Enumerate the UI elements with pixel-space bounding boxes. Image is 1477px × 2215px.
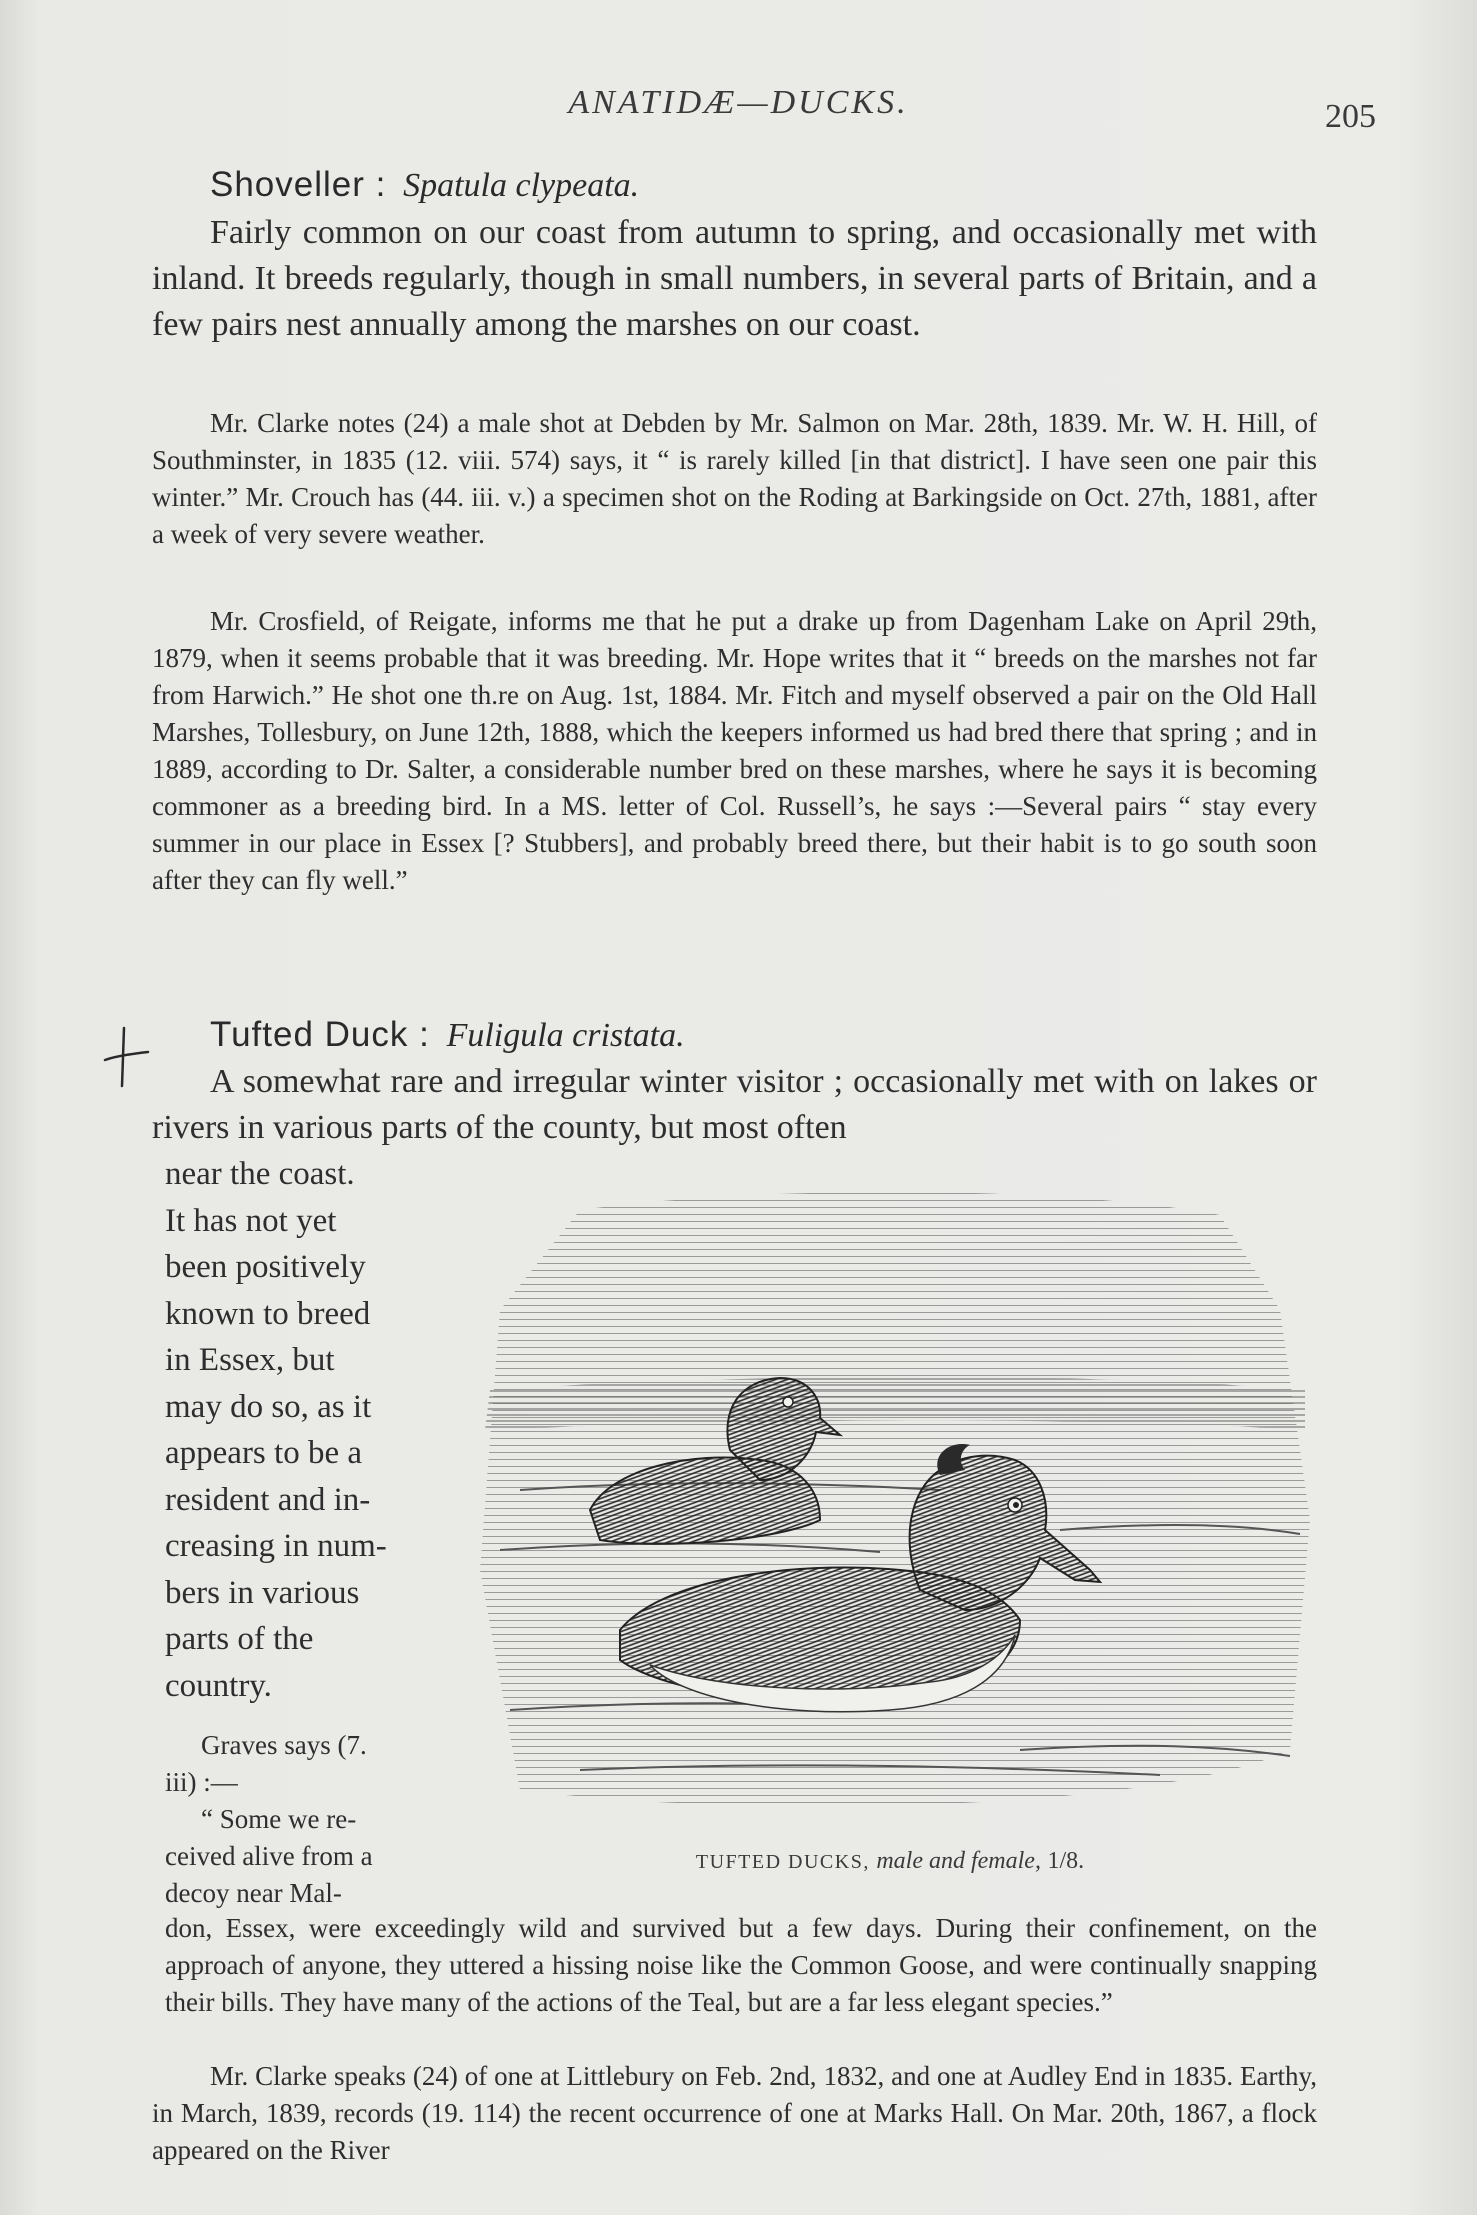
tufted-duck-heading [210, 1015, 685, 1055]
tufted-duck-latin-name: Fuligula cristata. [446, 1017, 685, 1054]
side-text-line: appears to be a [165, 1435, 362, 1471]
caption-title: TUFTED DUCKS, [695, 1851, 870, 1873]
side-text-line: near the coast. [165, 1156, 355, 1192]
side-quote-line: “ Some we re- [201, 1804, 357, 1834]
margin-cross-mark [102, 1024, 152, 1094]
side-text-line: in Essex, but [165, 1342, 335, 1378]
shoveller-latin-name: Spatula clypeata. [403, 167, 640, 204]
caption-scale: 1/8. [1047, 1848, 1085, 1874]
side-text-line: parts of the [165, 1621, 314, 1657]
page-number: 205 [1325, 98, 1376, 135]
figure-caption [460, 1848, 1320, 1875]
side-text-line: country. [165, 1667, 272, 1704]
caption-italic: male and female, [876, 1848, 1041, 1874]
tufted-ducks-engraving [460, 1190, 1320, 1840]
side-text-line: creasing in num- [165, 1528, 387, 1564]
tufted-duck-quote-continuation: don, Essex, were exceedingly wild and survived but a few days. During their confinement, on the approach of anyone, they uttered a hissing noise like the Common Goose, and were continually snapping their bills. They have many of the actions of the Teal, but are a far less elegant species.” [165, 1913, 1317, 2017]
side-quote-line: Graves says (7. [201, 1730, 367, 1760]
side-text-line: may do so, as it [165, 1388, 372, 1425]
side-quote-line: ceived alive from a [165, 1841, 373, 1871]
side-quote-line: iii) :— [165, 1767, 238, 1797]
side-text-line: resident and in- [165, 1481, 371, 1518]
tufted-duck-paragraph-3: Mr. Clarke speaks (24) of one at Littlebury on Feb. 2nd, 1832, and one at Audley End in 1835. Earthy, in March, 1839, records (19. 114) the recent occurrence of one at Marks Hall. On Mar. 20th, 1867, a flock appeared on the River [152, 2061, 1317, 2165]
side-text-line: been positively [165, 1249, 366, 1285]
shoveller-common-name: Shoveller : [210, 165, 387, 204]
running-header: ANATIDÆ—DUCKS. [568, 84, 909, 121]
shoveller-paragraph-1: Fairly common on our coast from autumn to spring, and occasionally met with inland. It breeds regularly, though in small numbers, in several parts of Britain, and a few pairs nest annually among the marshes on our coast. [152, 214, 1317, 343]
shoveller-paragraph-2: Mr. Clarke notes (24) a male shot at Debden by Mr. Salmon on Mar. 28th, 1839. Mr. W. H. Hill, of Southminster, in 1835 (12. viii. 574) says, it “ is rarely killed [in that district]. I have seen one pair this winter.” Mr. Crouch has (44. iii. v.) a specimen shot on the Roding at Barkingside on Oct. 27th, 1881, after a week of very severe weather. [152, 408, 1317, 549]
side-text-line: bers in various [165, 1574, 360, 1611]
shoveller-heading [210, 165, 639, 205]
tufted-duck-common-name: Tufted Duck : [210, 1015, 430, 1054]
tufted-duck-side-text [165, 1151, 440, 1709]
side-text-line: It has not yet [165, 1202, 337, 1239]
side-quote-line: decoy near Mal- [165, 1878, 342, 1908]
tufted-duck-side-quote [165, 1727, 440, 1912]
shoveller-paragraph-3: Mr. Crosfield, of Reigate, informs me that he put a drake up from Dagenham Lake on April 29th, 1879, when it seems probable that it was breeding. Mr. Hope writes that it “ breeds on the marshes not far from Harwich.” He shot one th.re on Aug. 1st, 1884. Mr. Fitch and myself observed a pair on the Old Hall Marshes, Tollesbury, on June 12th, 1888, which the keepers informed us had bred there that spring ; and in 1889, according to Dr. Salter, a considerable number bred on these marshes, where he says it is becoming commoner as a breeding bird. In a MS. letter of Col. Russell’s, he says :—Several pairs “ stay every summer in our place in Essex [? Stubbers], and probably breed there, but their habit is to go south soon after they can fly well.” [152, 606, 1317, 895]
tufted-duck-paragraph-1: A somewhat rare and irregular winter visitor ; occasionally met with on lakes or rivers in various parts of the county, but most often [152, 1063, 1317, 1146]
side-text-line: known to breed [165, 1295, 371, 1332]
